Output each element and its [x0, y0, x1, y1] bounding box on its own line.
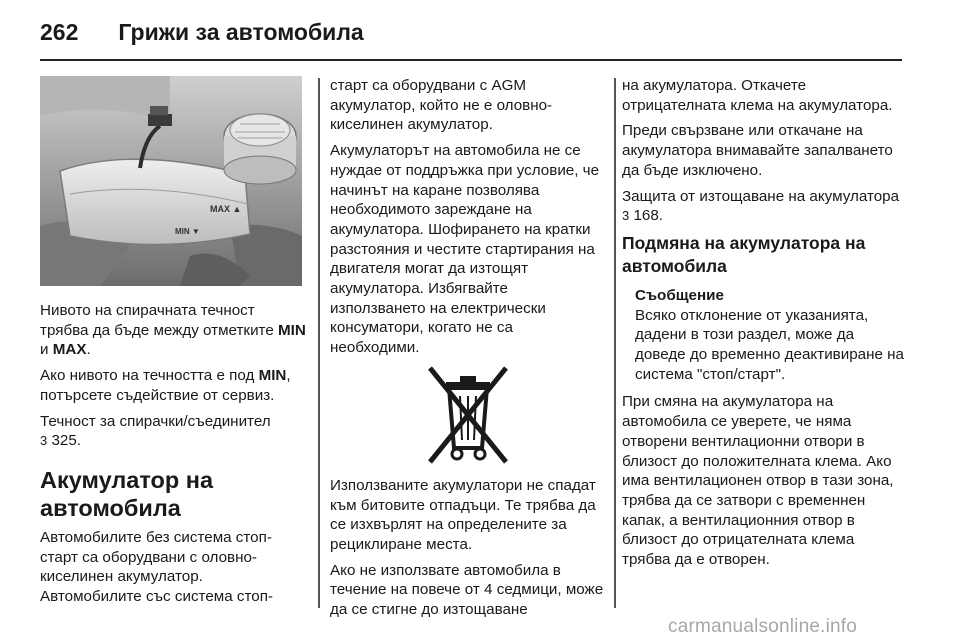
paragraph: Преди свързване или откачане на акумулатора внимавайте запалването да бъде изключено.: [622, 122, 893, 179]
column-1: [40, 76, 306, 613]
reference-arrow-icon: 3: [622, 208, 630, 224]
page-title: Грижи за автомобила: [118, 18, 364, 45]
section-heading: Акумулатор на автомобила: [40, 466, 214, 521]
reference-arrow-icon: 3: [40, 433, 48, 449]
watermark: carmanualsonline.info: [668, 616, 858, 637]
paragraph: Ако не използвате автомобила в течение на повече от 4 седмици, може да се стигне до изтощаване: [330, 561, 604, 619]
paragraph: Акумулаторът на автомобила не се нуждае от поддръжка при условие, че начинът на каране позволява необходимото зареждане на акумулатора. Шофирането на кратки разстояния и честите стартирания на двигателя могат да изтощят акумулатора. Избягвайте използването на електрически консуматори, когато не са необходими.: [330, 142, 600, 357]
cross-reference: Течност за спирачки/съединител 3 325.: [40, 412, 271, 450]
notice-text: Всяко отклонение от указанията, дадени в този раздел, може да доведе до временно деактивиране на система "стоп/старт".: [635, 306, 905, 383]
page-header: [40, 14, 364, 50]
paragraph: Използваните акумулатори не спадат към битовите отпадъци. Те трябва да се изхвърлят на определените за рециклиране места.: [330, 476, 596, 553]
min-mark-label: MIN ▼: [175, 227, 200, 236]
paragraph: старт са оборудвани с AGM акумулатор, който не е оловно-киселинен акумулатор.: [330, 77, 553, 134]
crossed-out-bin-icon: [424, 364, 512, 468]
notice-box: [635, 286, 904, 385]
paragraph: на акумулатора. Откачете отрицателната клема на акумулатора.: [622, 77, 893, 114]
column-divider-1: [318, 78, 320, 608]
paragraph: Автомобилите без система стоп-старт са оборудвани с оловно-киселинен акумулатор.: [40, 528, 272, 586]
column-2: [330, 76, 606, 626]
column-3: [622, 76, 904, 576]
paragraph: Автомобилите със система стоп-: [40, 588, 273, 606]
max-mark-label: MAX ▲: [210, 204, 242, 214]
paragraph: При смяна на акумулатора на автомобила се уверете, че няма отворени вентилационни отвори в близост до положителната клема. Ако има вентилационен отвор в тази зона, трябва да се затвори с временнен капак, а вентилационния отвор в близост до отрицателната клема трябва да е отворен.: [622, 393, 894, 569]
paragraph: Ако нивото на течността е под MIN, потърсете съдействие от сервиз.: [40, 367, 291, 404]
page-number: 262: [40, 18, 79, 45]
header-rule: [40, 59, 902, 61]
column-divider-2: [614, 78, 616, 608]
recycling-symbol: [330, 364, 606, 468]
cross-reference: Защита от изтощаване на акумулатора 3 168.: [622, 187, 900, 225]
brake-fluid-reservoir-photo: [40, 76, 302, 286]
section-heading: Подмяна на акумулатора на автомобила: [622, 232, 866, 276]
paragraph: Нивото на спирачната течност трябва да бъде между отметките MIN и MAX.: [40, 302, 306, 359]
notice-title: Съобщение: [635, 286, 724, 304]
